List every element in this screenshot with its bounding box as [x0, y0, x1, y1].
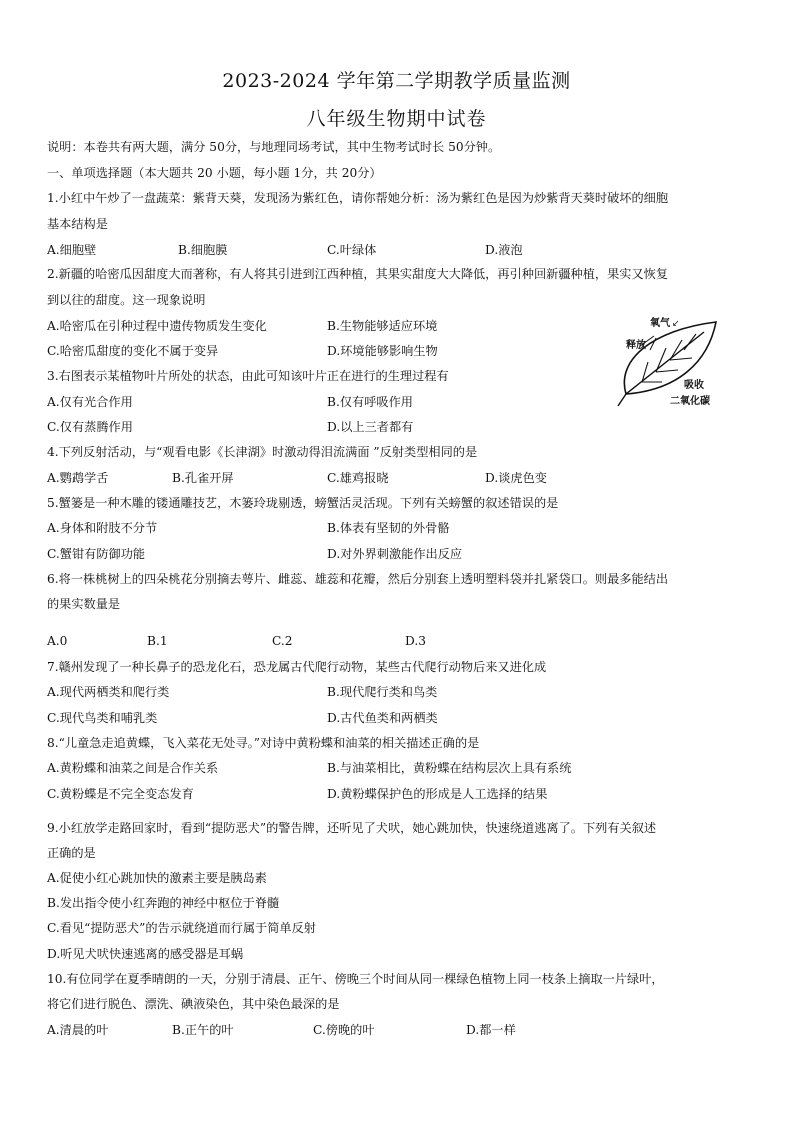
q1-stem-line2: 基本结构是: [47, 217, 108, 231]
q8-stem: 8.“儿童急走追黄蝶，飞入菜花无处寻。”对诗中黄粉蝶和油菜的相关描述正确的是: [47, 736, 480, 750]
q6-option-a: A.0: [47, 634, 68, 648]
q7-option-a: A.现代两栖类和爬行类: [47, 685, 170, 699]
q2-option-b: B.生物能够适应环境: [327, 319, 438, 333]
q4-option-d: D.谈虎色变: [485, 471, 547, 485]
section-heading: 一、单项选择题（本大题共 20 小题，每小题 1分，共 20分）: [47, 166, 382, 180]
q1-option-b: B.细胞膜: [178, 243, 228, 257]
q6-option-d: D.3: [405, 634, 426, 648]
instructions: 说明：本卷共有两大题，满分 50分，与地理同场考试，其中生物考试时长 50分钟。: [47, 140, 501, 154]
q10-stem-line1: 10.有位同学在夏季晴朗的一天，分别于清晨、正午、傍晚三个时间从同一棵绿色植物上同一枝条上摘取一片绿叶，: [47, 972, 664, 986]
q1-stem-line1: 1.小红中午炒了一盘蔬菜：紫背天葵，发现汤为紫红色，请你帮她分析：汤为紫红色是因为炒紫背天葵时破坏的细胞: [47, 191, 669, 205]
q9-option-a: A.促使小红心跳加快的激素主要是胰岛素: [47, 871, 267, 885]
q7-option-b: B.现代爬行类和鸟类: [327, 685, 438, 699]
q7-option-c: C.现代鸟类和哺乳类: [47, 711, 158, 725]
q8-option-d: D.黄粉蝶保护色的形成是人工选择的结果: [327, 787, 548, 801]
q9-stem-line2: 正确的是: [47, 846, 96, 860]
fig-label-oxygen: 氧气: [650, 318, 670, 329]
q5-option-d: D.对外界刺激能作出反应: [327, 547, 463, 561]
arrow-icon: ↙: [672, 319, 680, 329]
q10-option-d: D.都一样: [466, 1023, 516, 1037]
exam-subtitle: 八年级生物期中试卷: [306, 108, 487, 130]
q6-option-c: C.2: [272, 634, 293, 648]
q7-option-d: D.古代鱼类和两栖类: [327, 711, 438, 725]
q4-option-b: B.孔雀开屏: [172, 471, 234, 485]
leaf-figure: [612, 310, 724, 410]
fig-label-co2: 二氧化碳: [670, 396, 710, 407]
q10-option-a: A.清晨的叶: [47, 1023, 109, 1037]
q1-option-a: A.细胞壁: [47, 243, 97, 257]
q4-option-a: A.鹦鹉学舌: [47, 471, 109, 485]
q9-option-c: C.看见“提防恶犬”的告示就绕道而行属于简单反射: [47, 921, 316, 935]
q9-option-d: D.听见犬吠快速逃离的感受器是耳蜗: [47, 947, 244, 961]
q5-stem: 5.蟹篓是一种木雕的镂通雕技艺，木篓玲珑剔透，螃蟹活灵活现。下列有关螃蟹的叙述错误的是: [47, 496, 559, 510]
q2-option-a: A.哈密瓜在引种过程中遗传物质发生变化: [47, 319, 267, 333]
q2-stem-line1: 2.新疆的哈密瓜因甜度大而著称，有人将其引进到江西种植，其果实甜度大大降低，再引种回新疆种植，果实又恢复: [47, 267, 669, 281]
q1-option-d: D.液泡: [485, 243, 523, 257]
fig-label-absorb: 吸收: [684, 380, 704, 391]
q8-option-a: A.黄粉蝶和油菜之间是合作关系: [47, 761, 219, 775]
q10-option-c: C.傍晚的叶: [313, 1023, 375, 1037]
q3-option-b: B.仅有呼吸作用: [327, 395, 413, 409]
q6-stem-line2: 的果实数量是: [47, 597, 121, 611]
q3-option-c: C.仅有蒸腾作用: [47, 420, 133, 434]
q5-option-c: C.蟹钳有防御功能: [47, 547, 146, 561]
q1-option-c: C.叶绿体: [327, 243, 377, 257]
q8-option-c: C.黄粉蝶是不完全变态发育: [47, 787, 194, 801]
q4-stem: 4.下列反射活动，与“观看电影《长津湖》时激动得泪流满面 ”反射类型相同的是: [47, 445, 478, 459]
q2-option-c: C.哈密瓜甜度的变化不属于变异: [47, 344, 219, 358]
q2-stem-line2: 到以往的甜度。这一现象说明: [47, 293, 206, 307]
q3-option-d: D.以上三者都有: [327, 420, 414, 434]
q3-option-a: A.仅有光合作用: [47, 395, 133, 409]
q4-option-c: C.雄鸡报晓: [327, 471, 389, 485]
q5-option-a: A.身体和附肢不分节: [47, 521, 158, 535]
q7-stem: 7.赣州发现了一种长鼻子的恐龙化石，恐龙属古代爬行动物，某些古代爬行动物后来又进化成: [47, 660, 547, 674]
exam-title: 2023-2024 学年第二学期教学质量监测: [222, 70, 571, 92]
fig-label-release: 释放: [626, 340, 646, 351]
q2-option-d: D.环境能够影响生物: [327, 344, 438, 358]
q9-stem-line1: 9.小红放学走路回家时，看到“提防恶犬”的警告牌，还听见了犬吠，她心跳加快，快速绕道逃离了。下列有关叙述: [47, 821, 657, 835]
q8-option-b: B.与油菜相比，黄粉蝶在结构层次上具有系统: [327, 761, 572, 775]
q10-stem-line2: 将它们进行脱色、漂洗、碘液染色，其中染色最深的是: [47, 997, 340, 1011]
q9-option-b: B.发出指令使小红奔跑的神经中枢位于脊髓: [47, 896, 280, 910]
q5-option-b: B.体表有坚韧的外骨骼: [327, 521, 450, 535]
q6-option-b: B.1: [147, 634, 168, 648]
q3-stem: 3.右图表示某植物叶片所处的状态，由此可知该叶片正在进行的生理过程有: [47, 369, 449, 383]
q6-stem-line1: 6.将一株桃树上的四朵桃花分别摘去萼片、雌蕊、雄蕊和花瓣，然后分别套上透明塑料袋并扎紧袋口。则最多能结出: [47, 572, 669, 586]
q10-option-b: B.正午的叶: [172, 1023, 234, 1037]
